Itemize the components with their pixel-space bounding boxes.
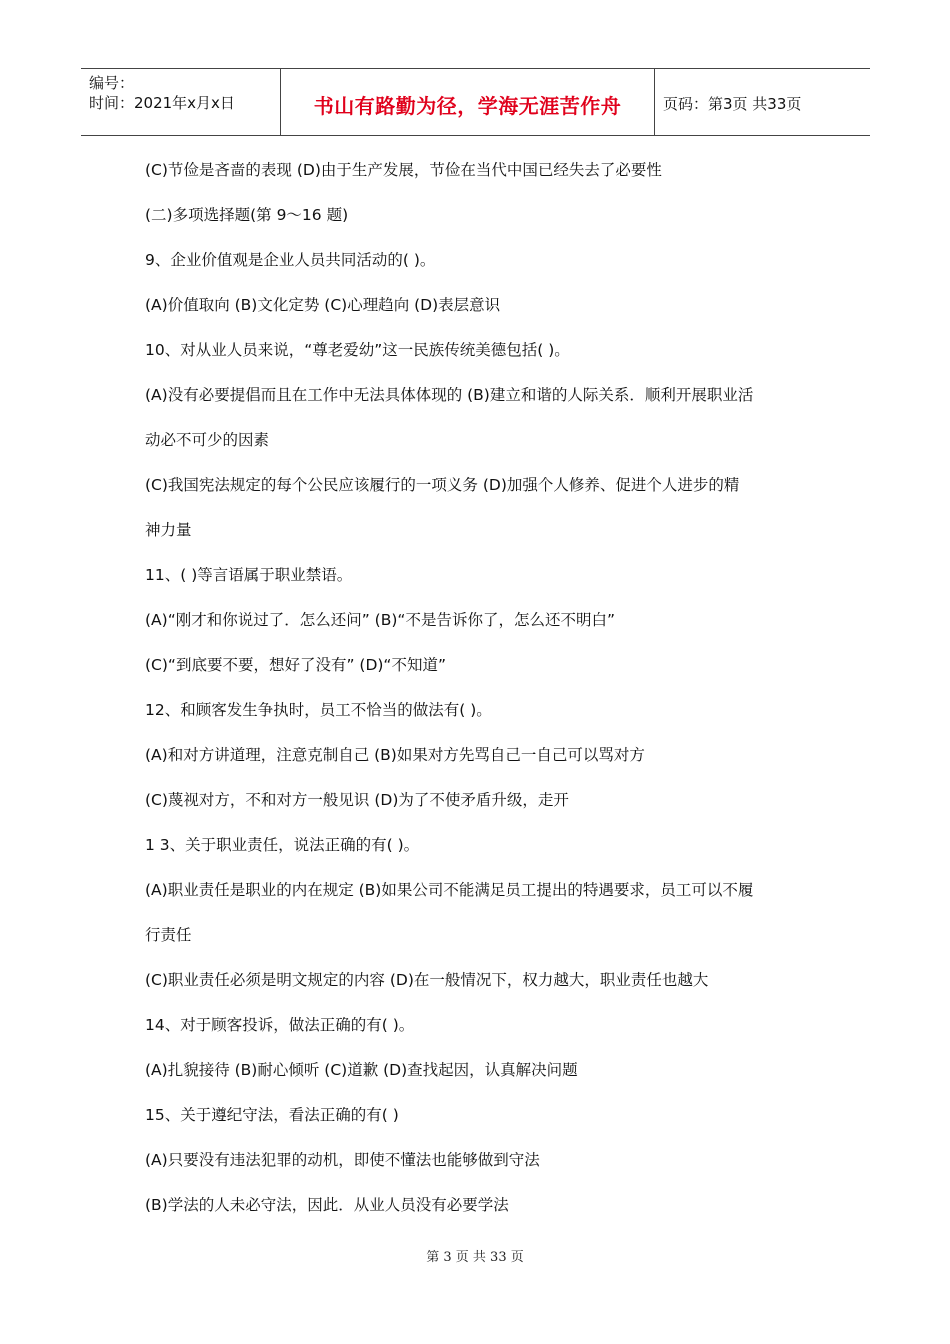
page-footer: 第 3 页 共 33 页: [426, 1250, 524, 1265]
options-10-a: (A)没有必要提倡而且在工作中无法具体体现的 (B)建立和谐的人际关系．顺利开展职业活: [145, 386, 754, 404]
question-13: 1 3、关于职业责任，说法正确的有( )。: [145, 836, 420, 854]
options-14: (A)扎貌接待 (B)耐心倾听 (C)道歉 (D)查找起因，认真解决问题: [145, 1061, 578, 1079]
options-10-c-cont: 神力量: [145, 521, 192, 539]
options-13-a-cont: 行责任: [145, 926, 192, 944]
header-page-cell: [655, 69, 870, 135]
header-meta-cell: [81, 69, 281, 135]
options-9: (A)价值取向 (B)文化定势 (C)心理趋向 (D)表层意识: [145, 296, 501, 314]
document-body: [145, 148, 825, 1228]
question-9: 9、企业价值观是企业人员共同活动的( )。: [145, 251, 436, 269]
options-10-c: (C)我国宪法规定的每个公民应该履行的一项义务 (D)加强个人修养、促进个人进步的精: [145, 476, 740, 494]
header-motto-cell: [281, 69, 655, 135]
options-11-c: (C)“到底要不要，想好了没有” (D)“不知道”: [145, 656, 446, 674]
options-12-c: (C)蔑视对方，不和对方一般见识 (D)为了不使矛盾升级，走开: [145, 791, 569, 809]
document-number-label: 编号：: [89, 74, 135, 92]
text-line: (C)节俭是吝啬的表现 (D)由于生产发展，节俭在当代中国已经失去了必要性: [145, 161, 662, 179]
options-12-a: (A)和对方讲道理，注意克制自己 (B)如果对方先骂自己一自己可以骂对方: [145, 746, 645, 764]
question-15: 15、关于遵纪守法，看法正确的有( ): [145, 1106, 399, 1124]
header-motto: 书山有路勤为径，学海无涯苦作舟: [313, 93, 622, 118]
options-13-a: (A)职业责任是职业的内在规定 (B)如果公司不能满足员工提出的特遇要求，员工可以不履: [145, 881, 754, 899]
options-15-b: (B)学法的人未必守法，因此．从业人员没有必要学法: [145, 1196, 509, 1214]
question-10: 10、对从业人员来说，“尊老爱幼”这一民族传统美德包括( )。: [145, 341, 570, 359]
page-header: [81, 68, 870, 136]
question-11: 11、( )等言语属于职业禁语。: [145, 566, 353, 584]
header-page-label: 页码：第3页 共33页: [663, 94, 802, 113]
document-time-label: 时间：2021年x月x日: [89, 94, 235, 112]
question-14: 14、对于顾客投诉，做法正确的有( )。: [145, 1016, 415, 1034]
options-13-c: (C)职业责任必须是明文规定的内容 (D)在一般情况下，权力越大，职业责任也越大: [145, 971, 709, 989]
options-10-a-cont: 动必不可少的因素: [145, 431, 270, 449]
section-heading: (二)多项选择题(第 9～16 题): [145, 206, 349, 224]
question-12: 12、和顾客发生争执时，员工不恰当的做法有( )。: [145, 701, 492, 719]
options-11-a: (A)“刚才和你说过了．怎么还问” (B)“不是告诉你了，怎么还不明白”: [145, 611, 615, 629]
options-15-a: (A)只要没有违法犯罪的动机，即使不懂法也能够做到守法: [145, 1151, 540, 1169]
